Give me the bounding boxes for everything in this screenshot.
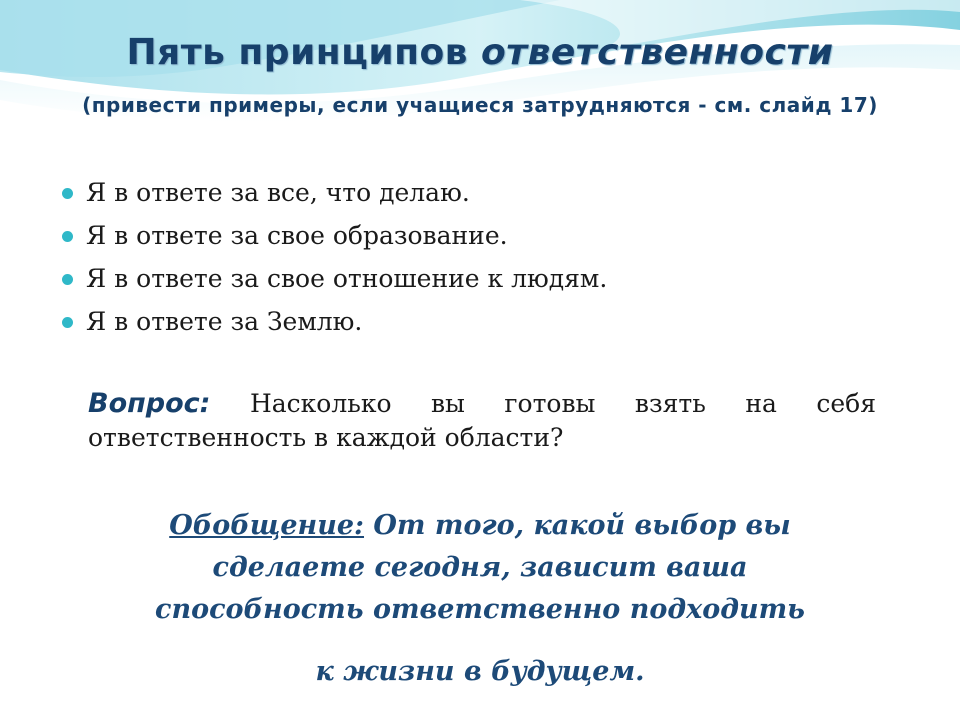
- principle-item: [62, 262, 607, 305]
- bullet-dot-icon: [62, 188, 73, 199]
- question-text: Насколько вы готовы взять на себя ответственность в каждой области?: [88, 389, 876, 452]
- bullet-dot-icon: [62, 317, 73, 328]
- slide-title: [0, 32, 960, 73]
- summary-line-2: сделаете сегодня, зависит ваша: [212, 552, 748, 583]
- summary-line-3: способность ответственно подходить: [155, 594, 805, 625]
- title-main: Пять принципов: [126, 32, 481, 73]
- summary-line-1: [100, 505, 860, 547]
- principle-text: Я в ответе за свое образование.: [86, 221, 508, 250]
- summary-text-1: От того, какой выбор вы: [364, 510, 791, 541]
- summary-block: [100, 505, 860, 693]
- slide-subtitle: (привести примеры, если учащиеся затрудняются - см. слайд 17): [82, 93, 878, 117]
- summary-label: Обобщение:: [169, 510, 365, 541]
- header-wave-decoration: [0, 0, 960, 170]
- principle-text: Я в ответе за свое отношение к людям.: [86, 264, 608, 293]
- principle-item: [62, 305, 607, 348]
- title-emphasis: ответственности: [481, 32, 834, 73]
- bullet-dot-icon: [62, 274, 73, 285]
- question-block: [88, 387, 876, 455]
- principle-text: Я в ответе за Землю.: [86, 307, 363, 336]
- summary-line-4: к жизни в будущем.: [315, 656, 645, 687]
- principles-list: [62, 176, 607, 348]
- bullet-dot-icon: [62, 231, 73, 242]
- principle-text: Я в ответе за все, что делаю.: [86, 178, 470, 207]
- principle-item: [62, 219, 607, 262]
- question-label: Вопрос:: [88, 388, 211, 419]
- principle-item: [62, 176, 607, 219]
